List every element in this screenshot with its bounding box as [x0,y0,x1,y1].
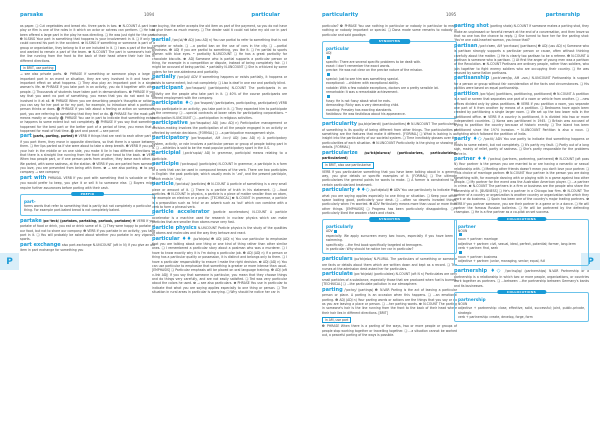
entry-partial: partial /ˈpɑːʃəl/ ❶ ADJ (usu ADJ n) You use partial to refer to something that is not complete or whole. ❏ ...a partial ban on the use of cars in the city. ❏ ...partial blindness. ❷ ADJ If you are partial to something, you like it. ❏ I'm partial to sports women with blue eyes. • partiality N-UNCOUNT ❏ He has a great partiality for chocolate biscuits. ❸ ADJ Someone who is partial supports a particular person or thing, for example in a competition or dispute, instead of being completely fair. ❏ I might be accused of being partial. • partiality N-UNCOUNT ❏ She is criticized by some voters for her one-sidedness and partiality. [152,37,288,74]
headword[interactable]: partisanship [454,75,490,82]
sense-marker-icon [327,73,330,76]
headword[interactable]: particular ♦♦ [152,235,192,242]
entry-partisanship: partisanship /ˌpɑːtɪˈzænʃɪp, AM -zən-/ N-UNCOUNT Partisanship is support for a person or group without fair consideration of the facts and circumstances. ❏ His politics were based on equal partisanship. [454,75,589,91]
headword[interactable]: particulars [322,256,353,263]
headword[interactable]: partake [20,217,42,224]
regional-note: in AM, use part [322,317,351,323]
entry-particular: particular ♦♦ /pəˈtɪkjʊlə/ ❶ ADJ (ADJ n) You use particular to emphasize that you are talking about one thing or one kind of thing rather than other similar ones. ❏ I remembered a particular story about a postman who was a murderer. ❏ I have to know exactly why it is I'm doing a particular job. ❷ ADJ (ADJ n) If a person or thing has a particular quality or possession, it is distinct and belongs only to them. ❏ I have a particular responsibility to ensure I make the right decision. ❸ ADJ (ADJ n) You can use particular to emphasize that something is greater or more intense than usual. [EMPHASIS] ❏ Particular emphasis will be placed on oral language training. ❹ ADJ (oft v-link ADJ) If you say that someone is particular, you mean that they choose things and do things very carefully, and are not easily satisfied. ❏ Ted was very particular about the colors he used. ❺ → see also particulars. ❻ PHRASE You use in particular to indicate that what you are saying applies especially to one thing or person. ❏ The situation in rural areas in particular is worrying. ❏ Why should he notice her car in [152,235,288,294]
entry-part-continued: as paper. ❏ Cut vegetables and bread etc. three parts in two. ❸ N-COUNT A part in a play or film is one of the roles in it which an actor or actress can perform. ❏ He had been offered a large part in the play he was directing. ❏ He was just right for the part. ❹ N-SING Your part in something that happens is your involvement in it. ❏ If only he could conceal his part in the accident. ❺ N-SING If something or someone is part of a group or organization, they belong to it or are included in it. ❏ I was a part of the team and wanted to remain a part of the team. ❻ N-COUNT The part in someone's hair is the line running from the front to the back of their head where their hair lies in different directions. [20,24,155,63]
entry-particle-physics: particle physics N-UNCOUNT Particle physics is the study of the qualities of atoms and molecules and the way they behave and react. [152,224,287,236]
headword[interactable]: particle accelerator [152,209,210,216]
running-head-left: parsake [20,12,44,18]
box-label: SYNONYMS [369,217,411,222]
running-head-right: partnership [545,12,580,18]
entry-particle-accelerator: particle accelerator (particle accelerators) N-COUNT A particle accelerator is a machine used for research in nuclear physics which can make particles that are smaller than atoms move very fast. [152,209,288,225]
page-number: 1094 [144,12,155,17]
headword[interactable]: particularly ♦♦◇ [322,187,370,194]
headword[interactable]: partially [152,74,176,81]
entry-partially: partially /ˈpɑːʃəli/ ADV If something happens or exists partially, it happens or exists to some extent, but not completely. ❏ Lisa is deaf in one ear and partially blind. [152,74,288,85]
box-label: PREFIX [71,192,105,197]
headword[interactable]: participial [152,150,181,157]
headword[interactable]: particulate [322,271,353,278]
collocations-box: COLLOCATIONS partner NOUN noun + partner: marriage adjective + partner: civil, sexual, ideal, perfect, potential; former, long-term verb + partner: find, seek noun + partner: business adjective + partner: junior, managing, senior; equal, full [454,219,589,267]
sense-marker-icon [327,56,330,59]
regional-note: in BRIT, also use particularise [322,162,374,168]
box-label: COLLOCATIONS [497,217,546,222]
headword[interactable]: particle physics [152,224,197,231]
headword[interactable]: participatory [152,135,189,142]
entry-participatory: participatory /pɑːˈtɪsɪpətəri, AM -tɔːri/ ADJ (usu ADJ n) A participatory system, activity, or role involves a particular person or group of people taking part in it. ❏ ...athletics is said to be the most popular participatory sport in the U.S. [152,135,287,151]
entry-participle: participle /ˈpɑːtɪsɪpəl/ (participles) N-COUNT In grammar, a participle is a form of a verb that can be used in compound tenses of the verb. There are two participles in English: the past participle, which usually ends in '-ed', and the present participle, which ends in '-ing'. [152,161,287,181]
entry-particularity: particularity /pəˌtɪkjʊˈlærɪti/ (particularities) ❶ N-UNCOUNT The particularity of something is its quality of being different from other things. The particularities of something are the features that make it different. [FORMAL] ❏ What is lacking is an insight into the particularity of our societal system. ❏ Time inevitably glosses over the particularities of each situation. ❷ N-UNCOUNT Particularity is the giving or showing of details. [FORMAL] [322,121,458,150]
headword[interactable]: part [20,133,32,140]
collocations-box: COLLOCATIONS partnership NOUN adjective + partnership: close, effective, solid, successful; joint, public-private, strategic verb + partnership: create, develop, forge, form [454,292,589,322]
headword[interactable]: participle [152,161,179,168]
headword[interactable]: particle [152,181,174,187]
thumb-index-tab[interactable]: P [581,253,600,270]
running-head-right: particular [251,12,280,18]
entry-participative: participative /pɑːˈtɪsɪpətɪv/ ADJ (usu ADJ n) Participative management or decision-making involves the participation of all the people engaged in an activity or affected by certain decisions. [FORMAL] ❏ ...a participative management style. [152,119,287,135]
headword[interactable]: parting [322,286,343,293]
headword[interactable]: participative [152,119,188,126]
entry-particle: particle /ˈpɑːtɪkəl/ (particles) ❶ N-COUNT A particle of something is a very small piece or amount of it. ❏ There is a particle of truth in his statement. ❏ ...food particles. ❷ N-COUNT In physics, a particle is a piece of matter smaller than an atom, for example an electron or a proton. [TECHNICAL] ❸ N-COUNT In grammar, a particle is a preposition such as 'into' or an adverb such as 'out' which can combine with a verb to form a phrasal verb. [152,181,287,209]
entry-parting: parting /ˈpɑːtɪŋ/ (partings) ❶ N-VAR Parting is the act of leaving a particular person or place. A parting is an occasion when this happens. ❏ ...an emotional parting. ❷ ADJ (ADJ n) Your parting words or actions are the things that you say or do as you are leaving a place or person. ❏ ...her parting words. ❸ N-COUNT The parting in someone's hair is the line running from the front to the back of their head where their hair lies in different directions. [BRIT] [322,286,458,315]
entry-partnership: partnership ♦◇ /ˈpɑːtnəʃɪp/ (partnerships) N-VAR Partnership or a partnership is a relationship in which two or more people, organizations, or countries work together as partners. ❏ ...between ...the partnership between Germany's banks and its businesses. [454,268,590,288]
sense-marker-icon [327,95,330,98]
entry-part-with: part with PHRASAL VERB If you part with something that is valuable or that you would prefer to keep, you give it or sell it to someone else. ❏ Buyers might require further assurances before parting with their cash. [20,174,156,190]
entry-part-exchange: part exchange also part-exchange N-UNCOUNT (oft in N) If you give an old item in part exchange for something you [20,241,155,253]
entry-participial: participial /ˌpɑːtɪˈsɪpiəl/ ADJ In grammar, participial means relating to a participle. [152,150,287,162]
synonyms-box: SYNONYMS particular ADJ specific: There are several specific problems to be dealt with. exact: I don't remember the exact words. precise: He was not clear on the precise nature of the mission. special: Just to see him was something special. exceptional: ...children with exceptional ability. notable: With a few notable exceptions, doctors are a pretty sensible lot. remarkable: It was a remarkable achievement. fussy: He is not fussy about what he eats. demanding: Ricky was a very demanding child. exacting: Pressley has exacting standards. fastidious: He was fastidious about his appearance. [322,41,457,119]
entry-partner: partner ♦♦ /ˈpɑːtnə/ (partners, partnering, partnered) ❶ N-COUNT (oft poss N) Your partner is the person you are married to or are having a romantic or sexual relationship with. ❏ Meeting other friends doesn't mean you don't love your partner. ❏ ...his choice of marriage partner. ❷ N-COUNT Your partner is the person you are doing something with, for example dancing with or playing with in a game against two other people. ❏ My partner for the event was the Australian American player. ❏ ...a partner in crime. ❸ N-COUNT The partners in a firm or business are the people who share the ownership of it. [BUSINESS] ❏ He's a partner in a Chicago law firm. ❹ N-COUNT The partner of a country or organization is another country or organization with which they work or do business. ❏ Spain has been one of the country's major trading partners. ❺ VERB If you partner someone, you are their partner in a game or in a dance. ❏ He will partner the famous Russian ballerina. ❏ He will be partnered by the defending champion. ❏ He is a fine partner as a co-pilot on set success. [454,155,589,215]
headword[interactable]: partner ♦♦ [454,155,487,162]
entry-part-phrases: → see also private parts. ❼ PHRASE If something or someone plays a large or important part in an event or situation, they are very involved in it and have an important effect on what happens. ❏ They also play an important part in a single woman's life. ❽ PHRASE If you take part in an activity, you do it together with other people. ❏ Thousands of students have taken part in demonstrations. ❾ PHRASE If you say that you want no part of something, you mean that you do not want to be involved in it at all. ❿ PHRASE When you are describing people's thoughts or actions, you can say for her part or for my part, for example, to introduce what a particular person thinks or does. ⓫ PHRASE If you talk about a feeling or action on someone's part, you are referring to something that they feel or do. ⓬ PHRASE For the most part means mostly or usually. ⓭ PHRASE You use in part to indicate that something exists or happens to some extent but not completely. ⓮ PHRASE If you say that something happened for the best part or the better part of a period of time, you mean that it happened for most of that time. ⓯ part and parcel → see parcel [20,72,155,133]
box-label: COLLOCATIONS [497,290,546,295]
headword[interactable]: partnership ♦◇ [454,268,503,275]
headword[interactable]: parting shot [454,23,489,29]
entry-part-verb: part (parts, parting, parted) ❶ VERB If things that are next to each other part or if you part them, they move in opposite directions, so that there is a space between them. ❏ Her lips parted as if she were about to take a deep breath. ❷ VERB If you part your hair in the middle or on one side, you make it lie in two different directions so that there is a straight line running from the front of your head to the back. ❸ VERB When two people part, or if one person parts from another, they leave each other. ❏ We parted, with some sadness, at the station. ❹ VERB If you are parted from someone you love, you are prevented from being with them. ❺ → see also parting. ❻ to part company → see company [20,133,156,175]
headword[interactable]: partly ♦◇ [454,136,483,143]
entry-partition: partition /pɑːˈtɪʃən/ (partitions, partitioning, partitioned) ❶ N-COUNT A partition is a wall or screen that separates one part of a room or vehicle from another. ❏ ...new offices divided only by glass partitions. ❷ VERB If you partition a room, you separate one part of it from another by means of a partition. ❏ Bedrooms have again been created by partitioning a single larger room. ❏ We set up the two lower rails in the partitioned office. ❸ VERB If a country is partitioned, it is divided into two or more independent countries. ❏ Korea was partitioned in 1945. ❏ Britain was accused of trying to partition the country because of historic enmity. ❏ The island has been partitioned since the 1974 invasion. • N-UNCOUNT Partition is also a noun. ❏ ...fighting which followed the partition of India. [454,90,590,136]
sense-marker-icon [334,230,337,233]
entry-parting-shot: parting shot (parting shots) N-COUNT If someone makes a parting shot, they make an unpleasant or forceful remark at the end of a conversation, and then leave so that no one has the chance to reply. ❏ She turned to face her for the parting shot: 'You're one cold-hearted woman, you know that?' [454,23,590,43]
headword[interactable]: partisan [454,42,478,49]
sense-marker-icon [459,233,462,236]
sense-marker-icon [459,251,462,254]
column-4 [454,24,589,325]
running-head-left: particularity [322,12,359,18]
entry-particulate: particulate /pɑːˈtɪkjʊlət/ (particulates) N-COUNT (oft N n) Particulates are very small particles of a substance, especially those that are produced when fuel is burned. [TECHNICAL] ❏ ...the particulate pollution in our atmosphere. [322,271,457,287]
column-3: particular? ❼ PHRASE You use nothing in particular or nobody in particular to mean nothing or nobody important or special. ❏ Dona made some remarks to nobody in particular and said goodbye. SYNONYMS particular ADJ specific: There are several specific problems to be dealt with. exact: I don't remember the exact words. precise: He was not clear on the precise nature of the mission. special: Just to see him was something special. exceptional: ...children with exceptional ability. notable: With a few notable exceptions, doctors are a pretty sensible lot. remarkable: It was a remarkable achievement. fussy: He is not fussy about what he eats. demanding: Ricky was a very demanding child. exacting: Pressley has exacting standards. fastidious: He was fastidious about his appearance. particularity /pəˌtɪkjʊˈlærɪti/ (particularities) ❶ N-UNCOUNT The particularity of something is its quality of being different from other things. The particularities of something are the features that make it different. [FORMAL] ❏ What is lacking is an insight into the particularity of our societal system. ❏ Time inevitably glosses over the particularities of each situation. ❷ N-UNCOUNT Particularity is the giving or showing of details. [FORMAL] particularize /pəˈtɪkjʊləraɪz/ (particularizes, particularizing, particularized) in BRIT, also use particularise VERB If you particularize something that you have been talking about in a general way, you give details or specific examples of it. [FORMAL] ❏ The ultimate particularizes the general points he wants to make. ❏ A former is constrained to a certain particularized treatment. particularly ♦♦◇ /pəˈtɪkjʊləli/ ❶ ADV You use particularly to indicate that what you are saying applies especially to one thing or situation. ❏ Keep your office space looking good, particularly your desk. ❏ ...often so deserts invaded things, particularly when I'm worried. ❷ ADV Particularly means more than usual or more than other things. [EMPHASIS] ❏ Progress has been particularly disappointing. ❏ I particularly liked the wooden chairs and chairs. SYNONYMS particularly ADV especially: We apply sunscreen every two hours, especially if you have been swimming. specifically: ...the first book specifically targeted at teenagers. in particular: Why should he notice her car in particular? particulars /pəˈtɪkjʊləz/ N-PLURAL The particulars of something or someone are facts or details about them which are written down and kept as a record. ❏ The nurses at the admission desk asked her for particulars. particulate /pɑːˈtɪkjʊlət/ (particulates) N-COUNT (oft N n) Particulates are very small particles of a substance, especially those that are produced when fuel is burned. [TECHNICAL] ❏ ...the particulate pollution in our atmosphere. parting /ˈpɑːtɪŋ/ (partings) ❶ N-VAR Parting is the act of leaving a particular person or place. A parting is an occasion when this happens. ❏ ...an emotional parting. ❷ ADJ (ADJ n) Your parting words or actions are the things that you say or do as you are leaving a place or person. ❏ ...her parting words. ❸ N-COUNT The parting in someone's hair is the line running from the front to the back of their head where their hair lies in different directions. [BRIT] in AM, use part ❹ PHRASE When there is a parting of the ways, two or more people or groups of people stop working together or travelling together. ❏ ...a situation cannot be worked out, a peaceful parting of the ways is possible. [322,24,458,338]
entry-particularize: particularize /pəˈtɪkjʊləraɪz/ (particularizes, particularizing, particularized) [322,149,458,161]
entry-participate: participate ♦◇ /pɑːˈtɪsɪpeɪt/ (participates, participating, participated) VERB If you participate in an activity, you take part in it. ❏ They expected him to participate in the ceremony. ❏ ...special contracts at lower rates for participating corporations. • participation N-UNCOUNT ❏ ...participation in religious activities. [152,100,287,120]
entry-partly: partly ♦◇ /ˈpɑːtli/ ADV You use partly to indicate that something happens or exists to some extent, but not completely. ❏ It's partly my fault. ❏ Partly out of a long sigh, mainly of relief, partly of sadness. ❏ She's partly responsible for the problems we're in. [454,136,590,156]
entry-particularly: particularly ♦♦◇ /pəˈtɪkjʊləli/ ❶ ADV You use particularly to indicate that what you are saying applies especially to one thing or situation. ❏ Keep your office space looking good, particularly your desk. ❏ ...often so deserts invaded things, particularly when I'm worried. ❷ ADV Particularly means more than usual or more than other things. [EMPHASIS] ❏ Progress has been particularly disappointing. ❏ I particularly liked the wooden chairs and chairs. [322,187,458,216]
regional-note: in BRIT, use parting [20,65,56,71]
headword[interactable]: partial [152,37,171,44]
prefix-box: PREFIX part- forms words that refer to something that is partly but not completely a particular thing. For example part-baked bread is not completely baked. [20,194,155,216]
column-1 [20,24,155,253]
synonyms-box: SYNONYMS particularly ADV especially: We apply sunscreen every two hours, especially if you have been swimming. specifically: ...the first book specifically targeted at teenagers. in particular: Why should he notice her car in particular? [322,219,457,254]
headword[interactable]: partition [454,90,479,97]
box-label: SYNONYMS [369,39,411,44]
entry-participant: participant /pɑːˈtɪsɪpənt/ (participants) N-COUNT The participants in an activity are the people who take part in it. ❏ 40% of the course participants are offered employment with the company. [152,84,287,100]
headword[interactable]: part exchange [20,241,61,248]
entry-partisan: partisan /ˌpɑːtɪˈzæn, AM ˈpɑːrtɪzən/ (partisans) ❶ ADJ (usu ADJ n) Someone who is partisan strongly supports a particular person or cause, often without thinking carefully about the matter. ❏ He is clearly too partisan to be a referee. ❷ N-COUNT A partisan is someone who is partisan. ❏ At first the anger of young men was a partisan of the Revolution. ❸ N-COUNT Partisans are ordinary people, rather than soldiers, who join together to fight enemy soldiers who are occupying their country. ❏ He was rescued by some Italian partisans. [454,42,590,75]
page-number: 1095 [446,12,457,17]
headword[interactable]: particularity [322,121,357,128]
headword[interactable]: participate ♦◇ [152,100,194,107]
column-2: are buying, the seller accepts the old item as part of the payment, so you do not have to give them as much money. ❏ The dealer said it could not take my old car in part exchange. partial /ˈpɑːʃəl/ ❶ ADJ (usu ADJ n) You use partial to refer to something that is not complete or whole. ❏ ...a partial ban on the use of cars in the city. ❏ ...partial blindness. ❷ ADJ If you are partial to something, you like it. ❏ I'm partial to sports women with blue eyes. • partiality N-UNCOUNT ❏ He has a great partiality for chocolate biscuits. ❸ ADJ Someone who is partial supports a particular person or thing, for example in a competition or dispute, instead of being completely fair. ❏ I might be accused of being partial. • partiality N-UNCOUNT ❏ She is criticized by some voters for her one-sidedness and partiality. partially /ˈpɑːʃəli/ ADV If something happens or exists partially, it happens or exists to some extent, but not completely. ❏ Lisa is deaf in one ear and partially blind. participant /pɑːˈtɪsɪpənt/ (participants) N-COUNT The participants in an activity are the people who take part in it. ❏ 40% of the course participants are offered employment with the company. participate ♦◇ /pɑːˈtɪsɪpeɪt/ (participates, participating, participated) VERB If you participate in an activity, you take part in it. ❏ They expected him to participate in the ceremony. ❏ ...special contracts at lower rates for participating corporations. • participation N-UNCOUNT ❏ ...participation in religious activities. participative /pɑːˈtɪsɪpətɪv/ ADJ (usu ADJ n) Participative management or decision-making involves the participation of all the people engaged in an activity or affected by certain decisions. [FORMAL] ❏ ...a participative management style. participatory /pɑːˈtɪsɪpətəri, AM -tɔːri/ ADJ (usu ADJ n) A participatory system, activity, or role involves a particular person or group of people taking part in it. ❏ ...athletics is said to be the most popular participatory sport in the U.S. participial /ˌpɑːtɪˈsɪpiəl/ ADJ In grammar, participial means relating to a participle. participle /ˈpɑːtɪsɪpəl/ (participles) N-COUNT In grammar, a participle is a form of a verb that can be used in compound tenses of the verb. There are two participles in English: the past participle, which usually ends in '-ed', and the present participle, which ends in '-ing'. particle /ˈpɑːtɪkəl/ (particles) ❶ N-COUNT A particle of something is a very small piece or amount of it. ❏ There is a particle of truth in his statement. ❏ ...food particles. ❷ N-COUNT In physics, a particle is a piece of matter smaller than an atom, for example an electron or a proton. [TECHNICAL] ❸ N-COUNT In grammar, a particle is a preposition such as 'into' or an adverb such as 'out' which can combine with a verb to form a phrasal verb. particle accelerator (particle accelerators) N-COUNT A particle accelerator is a machine used for research in nuclear physics which can make particles that are smaller than atoms move very fast. particle physics N-UNCOUNT Particle physics is the study of the qualities of atoms and molecules and the way they behave and react. particular ♦♦ /pəˈtɪkjʊlə/ ❶ ADJ (ADJ n) You use particular to emphasize that you are talking about one thing or one kind of thing rather than other similar ones. ❏ I remembered a particular story about a postman who was a murderer. ❏ I have to know exactly why it is I'm doing a particular job. ❷ ADJ (ADJ n) If a person or thing has a particular quality or possession, it is distinct and belongs only to them. ❏ I have a particular responsibility to ensure I make the right decision. ❸ ADJ (ADJ n) You can use particular to emphasize that something is greater or more intense than usual. [EMPHASIS] ❏ Particular emphasis will be placed on oral language training. ❹ ADJ (oft v-link ADJ) If you say that someone is particular, you mean that they choose things and do things very carefully, and are not easily satisfied. ❏ Ted was very particular about the colors he used. ❺ → see also particulars. ❻ PHRASE You use in particular to indicate that what you are saying applies especially to one thing or person. ❏ The situation in rural areas in particular is worrying. ❏ Why should he notice her car in [152,24,288,294]
entry-partake: partake /pɑːˈteɪk/ (partakes, partaking, partook, partaken) ❶ VERB If you partake of food or drink, you eat or drink some of it. ❏ They were happy to partake of our food, but not to share our company. ❷ VERB If you partake in an activity, you take part in it. ❏ You will probably be asked about whether you partake in any vigorous sports. [20,217,156,242]
thumb-index-tab[interactable]: P [0,253,19,270]
entry-particulars: particulars /pəˈtɪkjʊləz/ N-PLURAL The particulars of something or someone are facts or details about them which are written down and kept as a record. ❏ The nurses at the admission desk asked her for particulars. [322,256,457,272]
headword[interactable]: part with [20,174,47,181]
headword[interactable]: participant [152,84,184,91]
headword[interactable]: particularize [322,149,358,156]
right-page [300,0,600,436]
